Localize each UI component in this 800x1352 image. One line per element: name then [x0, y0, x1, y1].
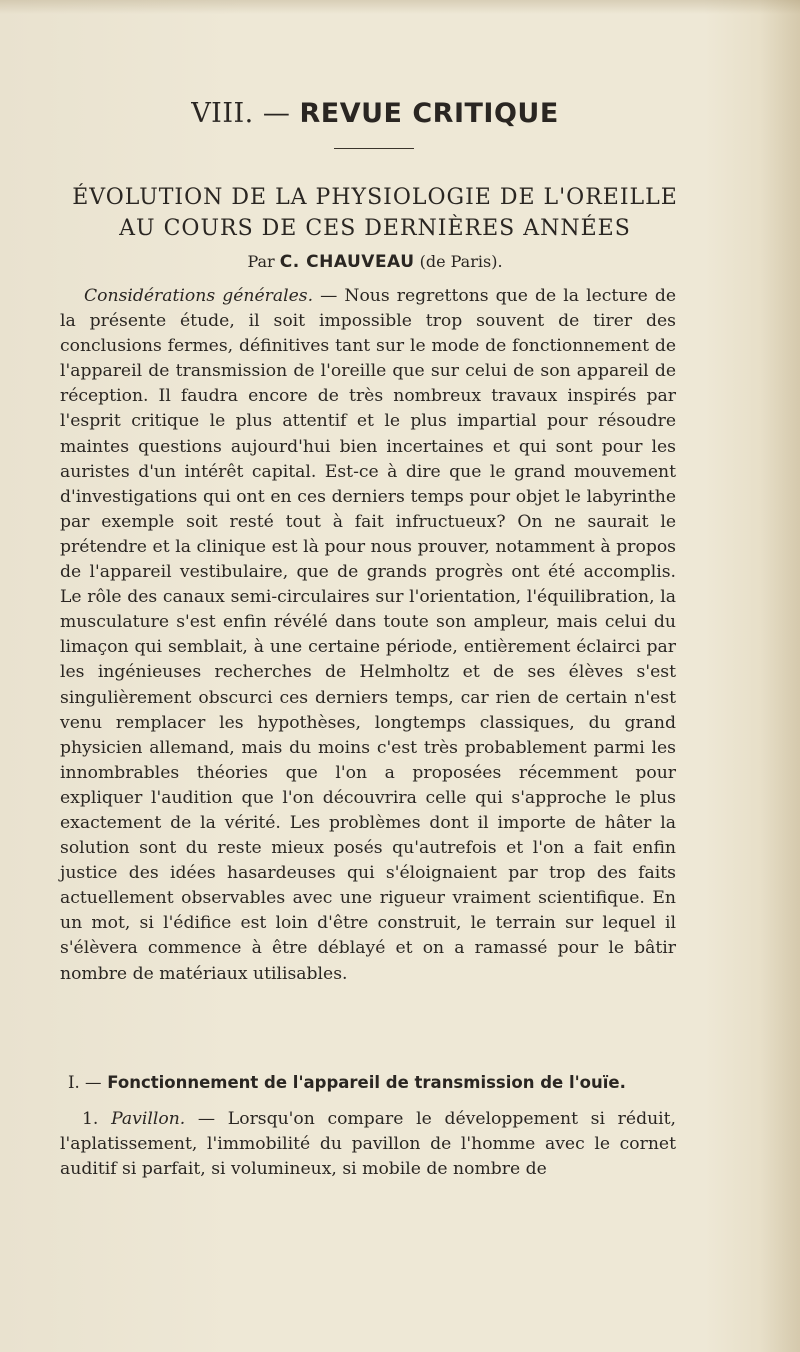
- article-byline: [0, 252, 750, 272]
- article-title-line-1: ÉVOLUTION DE LA PHYSIOLOGIE DE L'OREILLE: [72, 185, 678, 210]
- paragraph-1-section: [60, 1107, 676, 1182]
- heading-divider: [334, 148, 414, 149]
- intro-lead: Considérations générales.: [84, 286, 314, 306]
- paragraph-1-lead: Pavillon.: [111, 1109, 186, 1129]
- byline-suffix: (de Paris).: [419, 252, 503, 271]
- article-title-line-2: AU COURS DE CES DERNIÈRES ANNÉES: [119, 216, 631, 241]
- subsection-heading: [68, 1073, 688, 1092]
- author-name: C. CHAUVEAU: [279, 252, 415, 272]
- intro-paragraph: [60, 284, 676, 987]
- paragraph-1-number: 1.: [82, 1109, 99, 1129]
- intro-text: — Nous regrettons que de la lecture de la présente étude, il soit impossible trop souvent de tirer des conclusions fermes, définitives tant sur le mode de fonctionnement de l'appareil de transmission de l'oreille que sur celui de son appareil de réception. Il faudra encore de très nombreux travaux inspirés par l'esprit critique le plus attentif et le plus impartial pour résoudre maintes questions aujourd'hui bien incertaines et qui sont pour les auristes d'un intérêt capital. Est-ce à dire que le grand mouvement d'investigations qui ont en ces derniers temps pour objet le labyrinthe par exemple soit resté tout à fait infructueux? On ne saurait le prétendre et la clinique est là pour nous prouver, notamment à propos de l'appareil vestibulaire, que de grands progrès ont été accomplis. Le rôle des canaux semi-circulaires sur l'orientation, l'équilibration, la musculature s'est enfin révélé dans toute son ampleur, mais celui du limaçon qui semblait, à une certaine période, entièrement éclairci par les ingénieuses recherches de Helmholtz et de ses élèves s'est singulièrement obscurci ces derniers temps, car rien de certain n'est venu remplacer les hypothèses, longtemps classiques, du grand physicien allemand, mais du moins c'est très probablement parmi les innombrables théories que l'on a proposées récemment pour expliquer l'audition que l'on découvrira celle qui s'approche le plus exactement de la vérité. Les problèmes dont il importe de hâter la solution sont du reste mieux posés qu'autrefois et l'on a fait enfin justice des idées hasardeuses qui s'éloignaient par trop des faits actuellement observables avec une rigueur vraiment scientifique. En un mot, si l'édifice est loin d'être construit, le terrain sur lequel il s'élèvera commence à être déblayé et on a ramassé pour le bâtir nombre de matériaux utilisables.: [60, 286, 676, 984]
- section-label: REVUE CRITIQUE: [299, 98, 559, 129]
- byline-prefix: Par: [247, 252, 275, 271]
- subsection-number: I. —: [68, 1073, 102, 1092]
- page-top-edge: [0, 0, 800, 14]
- page-right-edge: [760, 0, 800, 1352]
- section-number: VIII. —: [191, 98, 291, 129]
- intro-section: [60, 284, 676, 987]
- subsection-title: Fonctionnement de l'appareil de transmission de l'ouïe.: [107, 1073, 626, 1092]
- section-heading: [0, 98, 750, 129]
- paragraph-1: [60, 1107, 676, 1182]
- paragraph-1-text: — Lorsqu'on compare le développement si réduit, l'aplatissement, l'immobilité du pavillon de l'homme avec le cornet auditif si parfait, si volumineux, si mobile de nombre de: [60, 1109, 677, 1180]
